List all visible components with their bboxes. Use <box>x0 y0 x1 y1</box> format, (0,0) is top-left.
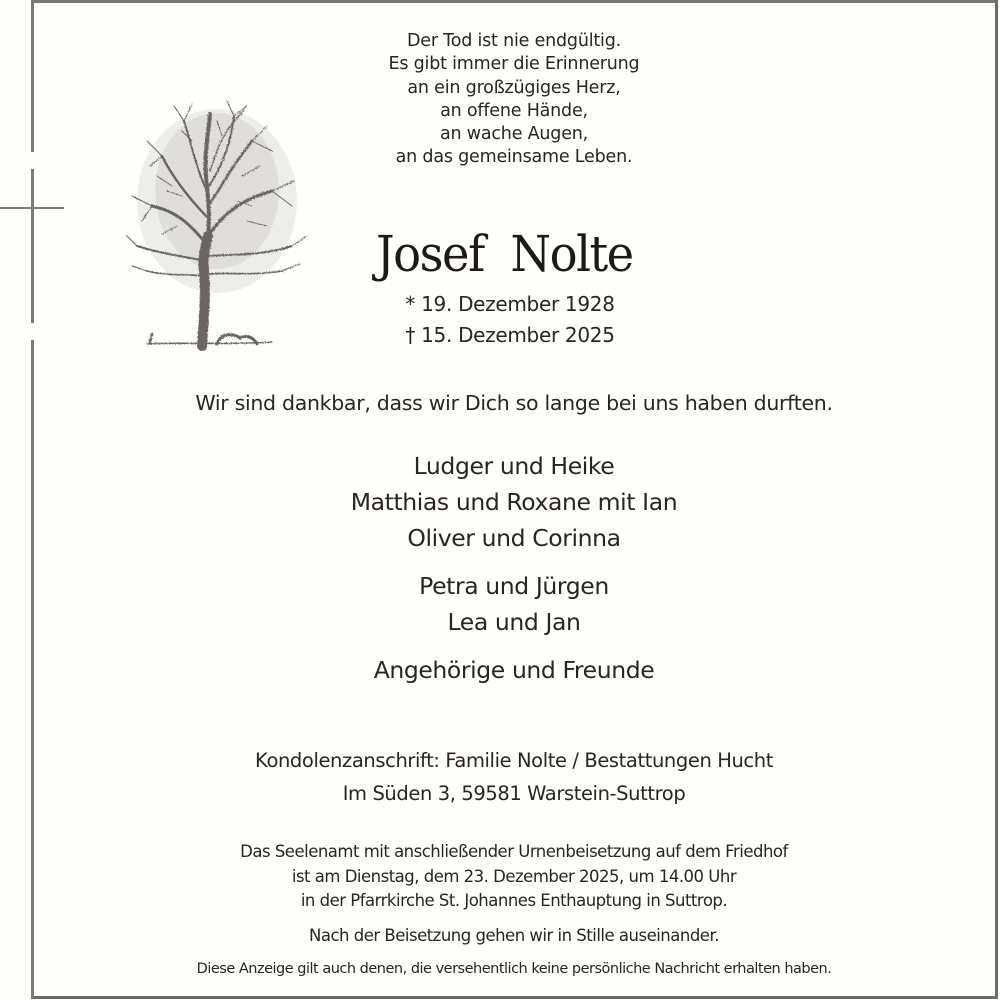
mourner-entry: Matthias und Roxane mit Ian <box>350 488 678 516</box>
poem-line: an ein großzügiges Herz, <box>407 77 621 98</box>
poem-line: Der Tod ist nie endgültig. <box>406 31 621 51</box>
mourner-entry: Oliver und Corinna <box>407 524 621 552</box>
condolence-address-line: Im Süden 3, 59581 Warstein-Suttrop <box>342 782 686 805</box>
mourner-entry: Petra und Jürgen <box>419 572 609 600</box>
silence-note: Nach der Beisetzung gehen wir in Stille auseinander. <box>309 926 719 945</box>
deceased-name: Josef Nolte <box>376 225 633 283</box>
memorial-poem <box>34 30 994 170</box>
condolence-address <box>34 744 994 810</box>
frame-border-top <box>32 0 998 3</box>
condolence-line: Kondolenzanschrift: Familie Nolte / Bestattungen Hucht <box>255 749 773 772</box>
life-dates <box>300 289 720 351</box>
cross-icon-arm <box>0 207 64 209</box>
frame-border-bottom <box>32 996 998 999</box>
mourner-entry: Lea und Jan <box>447 608 581 636</box>
poem-line: an offene Hände, <box>440 100 588 121</box>
service-line: Das Seelenamt mit anschließender Urnenbeisetzung auf dem Friedhof <box>240 842 788 861</box>
service-line: ist am Dienstag, dem 23. Dezember 2025, um 14.00 Uhr <box>291 866 737 886</box>
poem-line: an wache Augen, <box>439 124 589 145</box>
poem-line: an das gemeinsame Leben. <box>395 147 633 168</box>
mourners-list <box>34 448 994 688</box>
mourner-entry: Angehörige und Freunde <box>373 656 655 684</box>
death-date: † 15. Dezember 2025 <box>405 323 615 347</box>
cross-icon <box>31 169 34 323</box>
service-info <box>34 840 994 914</box>
frame-border-right <box>995 0 998 999</box>
poem-line: Es gibt immer die Erinnerung <box>388 54 640 75</box>
birth-date: * 19. Dezember 1928 <box>405 292 615 316</box>
thanks-line: Wir sind dankbar, dass wir Dich so lange bei uns haben durften. <box>195 391 833 415</box>
mourner-entry: Ludger und Heike <box>413 452 615 480</box>
service-line: in der Pfarrkirche St. Johannes Enthauptung in Suttrop. <box>300 891 728 910</box>
notice-footer: Diese Anzeige gilt auch denen, die versehentlich keine persönliche Nachricht erhalten haben. <box>196 961 832 977</box>
